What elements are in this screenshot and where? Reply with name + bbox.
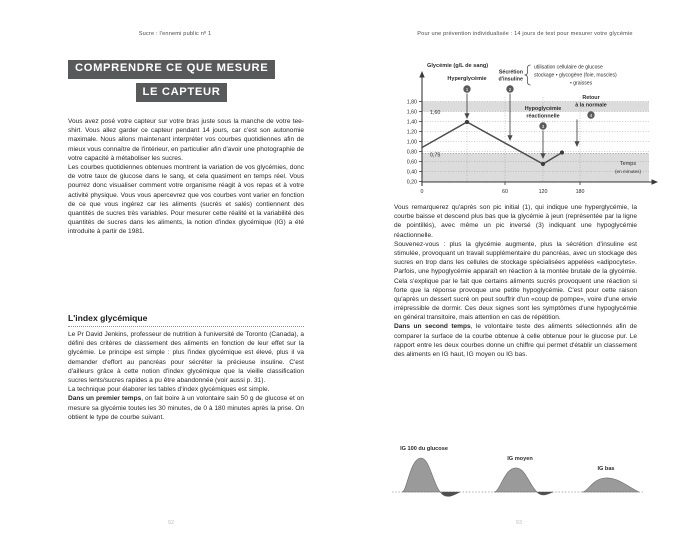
annotation-4-arrowhead bbox=[574, 141, 579, 147]
data-point-peak bbox=[465, 120, 469, 124]
section-title-row-2 bbox=[68, 82, 303, 103]
y-tick-label-7: 0,60 bbox=[406, 159, 417, 166]
y-axis-arrow bbox=[419, 71, 424, 78]
annotation-4-label-line-2: à la normale bbox=[575, 102, 607, 109]
x-axis-arrow bbox=[652, 179, 659, 184]
left2-paragraph-3-rest: , on fait boire à un volontaire sain 50 g de glucose et on mesure sa glycémie toutes les 30 minutes, de 0 à 180 minutes après la prise. On obtient le type de courbe suivant. bbox=[68, 395, 305, 421]
annotation-1-arrowhead bbox=[464, 113, 469, 119]
ig-curve-glucose-area bbox=[402, 458, 460, 496]
page-spine bbox=[350, 0, 351, 548]
ig-curve-bas-label: IG bas bbox=[597, 466, 615, 472]
running-head-left: Sucre : l'ennemi public nº 1 bbox=[138, 31, 212, 37]
y-tick-label-5: 1,00 bbox=[406, 139, 417, 146]
ig-curve-bas-area bbox=[582, 478, 639, 492]
left2-paragraph-1: Le Pr David Jenkins, professeur de nutrition à l'université de Toronto (Canada), a défini des critères de classement des aliments en fonction de leur effet sur la glycémie. Le principe est simple : plus l'index glycémique est élevé, plus il va demander d'effort au pancréas pour sécréter la précieuse insuline. C'est d'ailleurs grâce à cette notion d'index glycémique que la vieille classification sucres lents/sucres rapides a pu être abandonnée (voir aussi p. 31). bbox=[68, 331, 304, 384]
x-tick-label-4: 180 bbox=[575, 189, 585, 195]
left-column-body bbox=[68, 117, 304, 236]
ig-curves-svg bbox=[390, 442, 645, 512]
glycemia-chart-svg bbox=[392, 57, 688, 197]
annotation-2-brace-line-2: stockage • glycogène (foie, muscles) bbox=[534, 72, 617, 79]
annotation-4-number: 4 bbox=[589, 113, 593, 118]
annotation-2-label-line-1: Sécrétion bbox=[498, 69, 523, 76]
y-tick-label-3: 1,40 bbox=[406, 119, 417, 126]
ig-curve-glucose-label: IG 100 du glucose bbox=[400, 446, 448, 452]
y-tick-label-6: 0,80 bbox=[406, 149, 417, 156]
data-point-trough bbox=[541, 162, 545, 166]
annotation-2-brace-line-3: • graisses bbox=[570, 80, 593, 87]
x-axis-title: Temps bbox=[619, 161, 637, 167]
glycemia-curve-chart bbox=[392, 57, 688, 197]
running-head-right: Pour une prévention individualisée : 14 jours de test pour mesurer votre glycémie bbox=[417, 31, 633, 37]
left-column-body-2 bbox=[68, 330, 304, 422]
y-tick-label-8: 0,40 bbox=[406, 169, 417, 176]
x-tick-label-2: 60 bbox=[502, 189, 508, 195]
annotation-1-label: Hyperglycémie bbox=[447, 76, 487, 82]
ig-comparison-curves bbox=[390, 442, 645, 512]
annotation-2-label-line-2: d'insuline bbox=[498, 76, 523, 83]
left-paragraph-2: Les courbes quotidiennes obtenues montrent la variation de vos glycémies, donc de votre taux de glucose dans le sang, et cela quasiment en temps réel. Vous pourrez donc visualiser comment votre organisme réagit à vos repas et à votre activité physique. Vous vous apercevrez que vos courbes vont varier en fonction de ce que vous ingérez car les aliments (sucrés et salés) contiennent des quantités de sucres très variables. Pour mesurer cette réalité et la variabilité des quantités de sucres dans les aliments, la notion d'index glycémique (IG) a été introduite à partir de 1981. bbox=[68, 163, 304, 236]
section-title-row-1 bbox=[68, 58, 303, 79]
y-axis-title: Glycémie (g/L de sang) bbox=[427, 63, 489, 69]
annotation-2-number: 2 bbox=[508, 87, 512, 92]
left2-paragraph-3-lead: Dans un premier temps bbox=[68, 395, 142, 403]
annotation-4-label-line-1: Retour bbox=[582, 95, 600, 101]
y-tick-label-4: 1,20 bbox=[406, 129, 417, 136]
right-paragraph-3 bbox=[394, 322, 637, 359]
annotation-3-label-line-1: Hypoglycémie bbox=[524, 106, 562, 112]
data-point-return bbox=[560, 150, 564, 154]
annotation-3-label-line-2: réactionnelle bbox=[526, 113, 560, 120]
right-paragraph-3-lead: Dans un second temps bbox=[394, 323, 471, 331]
subsection-heading: L'index glycémique bbox=[68, 313, 304, 327]
annotation-2-brace-line-1: utilisation cellulaire de glucose bbox=[534, 64, 603, 71]
right-paragraph-1: Vous remarquerez qu'après son pic initial (1), qui indique une hyperglycémie, la courbe baisse et descend plus bas que la glycémie à jeun (représentée par la ligne de pointillés), avec même un pic inversé (3) indiquant une hypoglycémie réactionnelle. bbox=[394, 204, 637, 239]
section-title bbox=[68, 58, 303, 102]
annotation-3-number: 3 bbox=[541, 124, 545, 129]
annotation-2-arrowhead bbox=[507, 135, 512, 141]
folio-right: 93 bbox=[516, 520, 523, 526]
x-tick-label-1: 0 bbox=[420, 189, 424, 195]
threshold-low-label: 0,75 bbox=[430, 152, 441, 159]
annotation-2-brace-icon bbox=[525, 65, 531, 85]
right-paragraph-2: Souvenez-vous : plus la glycémie augmente, plus la sécrétion d'insuline est stimulée, provoquant un travail supplémentaire du pancréas, avec un stockage des sucres en trop dans les cellules de stockage spécialisées appelées «adipocytes». Parfois, une hypoglycémie apparaît en réaction à la montée brutale de la glycémie. Cela s'explique par le fait que certains aliments sucrés provoquent une réaction si forte que la réponse provoque une petite hypoglycémie. C'est pour cette raison qu'après un dessert sucré on peut souffrir d'un «coup de pompe», voire d'une envie irrépressible de dormir. Ces deux signes sont les symptômes d'une hypoglycémie en général transitoire, mais attention en cas de répétition. bbox=[394, 240, 637, 322]
x-tick-label-3: 120 bbox=[538, 189, 548, 195]
right-paragraph-3-rest: , le volontaire teste des aliments sélectionnés afin de comparer la surface de la courbe obtenue à celle obtenue pour le glucose pur. Le rapport entre les deux courbes donne un chiffre qui permet d'établir un classement des aliments en IG haut, IG moyen ou IG bas. bbox=[394, 323, 637, 358]
left2-paragraph-2: La technique pour élaborer les tables d'index glycémiques est simple. bbox=[68, 386, 270, 394]
section-title-line-1: COMPRENDRE CE QUE MESURE bbox=[68, 60, 275, 79]
y-tick-label-9: 0,20 bbox=[406, 179, 417, 186]
ig-curve-moyen-label: IG moyen bbox=[507, 456, 533, 462]
left2-paragraph-3 bbox=[68, 394, 304, 422]
y-tick-label-2: 1,60 bbox=[406, 109, 417, 116]
left-paragraph-1: Vous avez posé votre capteur sur votre bras juste sous la manche de votre tee-shirt. Vous allez garder ce capteur pendant 14 jours, car c'est son autonomie maximale. Nous allons maintenant interpréter vos courbes quotidiennes afin de mieux vous connaître de l'intérieur, en particulier afin d'avoir une photographie de votre capacité à métaboliser les sucres. bbox=[68, 118, 304, 162]
ig-curve-moyen-area bbox=[494, 468, 553, 495]
section-title-line-2: LE CAPTEUR bbox=[136, 83, 228, 102]
hypoglycemia-band bbox=[422, 154, 649, 183]
right-column-body bbox=[394, 203, 637, 359]
threshold-high-label: 1,60 bbox=[430, 109, 441, 116]
folio-left: 92 bbox=[168, 520, 175, 526]
y-tick-label-1: 1,80 bbox=[406, 99, 417, 106]
annotation-1-number: 1 bbox=[465, 87, 469, 92]
x-axis-subtitle: (en minutes) bbox=[614, 169, 642, 174]
